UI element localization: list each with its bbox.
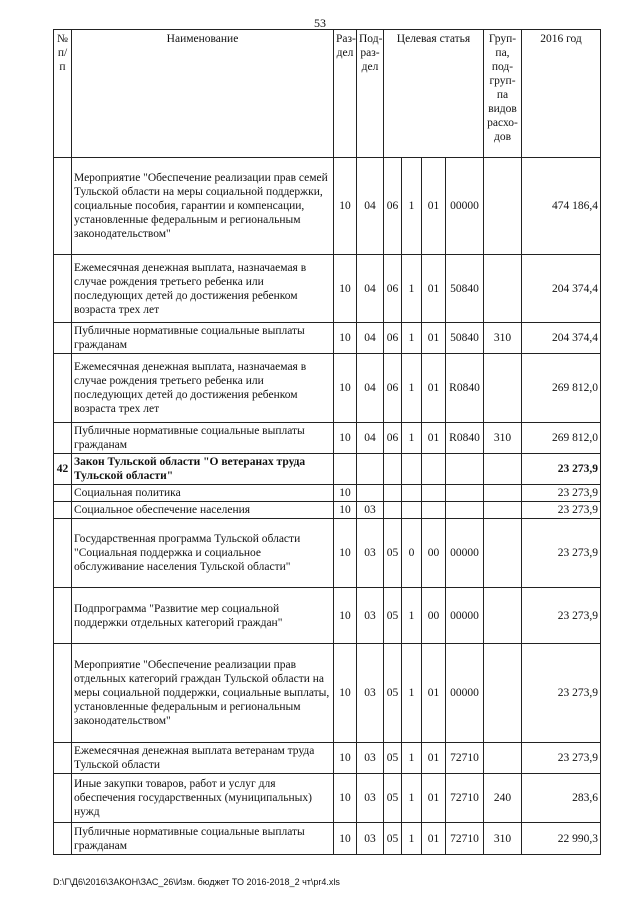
- row-group: 310: [484, 423, 522, 454]
- row-name: Публичные нормативные социальные выплаты гражданам: [72, 423, 334, 454]
- row-target-1: 05: [384, 743, 402, 774]
- row-number: [54, 323, 72, 354]
- row-podrazdel: [357, 485, 384, 502]
- row-target-4: [446, 454, 484, 485]
- row-group: [484, 519, 522, 588]
- row-target-1: [384, 485, 402, 502]
- row-number: [54, 743, 72, 774]
- row-target-2: 1: [402, 423, 422, 454]
- row-number: [54, 502, 72, 519]
- budget-table: [53, 29, 601, 855]
- row-target-3: 01: [422, 354, 446, 423]
- row-target-1: 06: [384, 354, 402, 423]
- row-amount: 283,6: [522, 774, 601, 823]
- table-row: [54, 644, 601, 743]
- row-podrazdel: 03: [357, 588, 384, 644]
- row-group: [484, 158, 522, 255]
- row-target-3: 01: [422, 423, 446, 454]
- row-target-4: [446, 485, 484, 502]
- row-number: [54, 158, 72, 255]
- row-razdel: 10: [334, 823, 357, 855]
- row-target-4: 72710: [446, 743, 484, 774]
- row-target-2: 1: [402, 743, 422, 774]
- row-razdel: 10: [334, 255, 357, 323]
- row-target-3: 01: [422, 644, 446, 743]
- row-razdel: 10: [334, 644, 357, 743]
- row-target-1: [384, 502, 402, 519]
- row-name: Ежемесячная денежная выплата, назначаемая в случае рождения третьего ребенка или последующих детей до достижения ребенком возраста трех лет: [72, 255, 334, 323]
- row-target-4: 00000: [446, 519, 484, 588]
- row-target-4: [446, 502, 484, 519]
- row-amount: 269 812,0: [522, 423, 601, 454]
- header-num: № п/п: [54, 30, 72, 158]
- table-row: [54, 323, 601, 354]
- row-group: 310: [484, 323, 522, 354]
- row-number: [54, 774, 72, 823]
- row-group: [484, 454, 522, 485]
- table-row: [54, 774, 601, 823]
- row-razdel: 10: [334, 774, 357, 823]
- table-row: [54, 423, 601, 454]
- row-target-1: 05: [384, 644, 402, 743]
- row-group: [484, 485, 522, 502]
- row-number: [54, 485, 72, 502]
- row-target-2: 1: [402, 323, 422, 354]
- row-target-2: 1: [402, 644, 422, 743]
- row-podrazdel: 03: [357, 743, 384, 774]
- row-target-4: 00000: [446, 158, 484, 255]
- row-number: [54, 255, 72, 323]
- row-podrazdel: 03: [357, 774, 384, 823]
- row-name: Государственная программа Тульской области "Социальная поддержка и социальное обслуживание населения Тульской области": [72, 519, 334, 588]
- row-podrazdel: 04: [357, 423, 384, 454]
- row-target-3: 01: [422, 743, 446, 774]
- row-name: Иные закупки товаров, работ и услуг для обеспечения государственных (муниципальных) нужд: [72, 774, 334, 823]
- row-podrazdel: 04: [357, 323, 384, 354]
- row-razdel: 10: [334, 502, 357, 519]
- row-group: [484, 743, 522, 774]
- row-name: Социальное обеспечение населения: [72, 502, 334, 519]
- row-razdel: 10: [334, 354, 357, 423]
- row-razdel: 10: [334, 743, 357, 774]
- row-target-3: [422, 485, 446, 502]
- row-target-4: 50840: [446, 323, 484, 354]
- row-target-2: 1: [402, 255, 422, 323]
- row-target-1: [384, 454, 402, 485]
- row-target-3: 01: [422, 158, 446, 255]
- row-target-1: 05: [384, 588, 402, 644]
- row-target-2: 0: [402, 519, 422, 588]
- table-row: [54, 519, 601, 588]
- row-group: [484, 354, 522, 423]
- row-group: [484, 644, 522, 743]
- table-row: [54, 255, 601, 323]
- row-target-2: [402, 454, 422, 485]
- table-body: [54, 158, 601, 855]
- row-name: Публичные нормативные социальные выплаты гражданам: [72, 323, 334, 354]
- row-amount: 22 990,3: [522, 823, 601, 855]
- row-number: [54, 588, 72, 644]
- row-target-2: 1: [402, 158, 422, 255]
- table-row: [54, 454, 601, 485]
- row-group: 240: [484, 774, 522, 823]
- row-amount: 23 273,9: [522, 644, 601, 743]
- row-target-4: 00000: [446, 588, 484, 644]
- row-target-3: 01: [422, 823, 446, 855]
- row-number: 42: [54, 454, 72, 485]
- row-amount: 474 186,4: [522, 158, 601, 255]
- row-podrazdel: [357, 454, 384, 485]
- row-group: 310: [484, 823, 522, 855]
- header-expense-group: Груп-па, под-груп-па видов расхо-дов: [484, 30, 522, 158]
- row-target-4: R0840: [446, 423, 484, 454]
- row-razdel: 10: [334, 588, 357, 644]
- table-row: [54, 743, 601, 774]
- row-name: Публичные нормативные социальные выплаты гражданам: [72, 823, 334, 855]
- row-amount: 204 374,4: [522, 323, 601, 354]
- row-number: [54, 823, 72, 855]
- row-amount: 204 374,4: [522, 255, 601, 323]
- row-target-2: [402, 485, 422, 502]
- row-target-4: 00000: [446, 644, 484, 743]
- row-razdel: 10: [334, 423, 357, 454]
- row-razdel: [334, 454, 357, 485]
- row-podrazdel: 04: [357, 255, 384, 323]
- row-podrazdel: 03: [357, 502, 384, 519]
- row-razdel: 10: [334, 485, 357, 502]
- header-razdel: Раз-дел: [334, 30, 357, 158]
- row-target-3: [422, 502, 446, 519]
- row-target-4: 50840: [446, 255, 484, 323]
- row-name: Подпрограмма "Развитие мер социальной поддержки отдельных категорий граждан": [72, 588, 334, 644]
- row-podrazdel: 03: [357, 644, 384, 743]
- row-target-3: 00: [422, 588, 446, 644]
- row-target-2: [402, 502, 422, 519]
- header-podrazdel: Под-раз-дел: [357, 30, 384, 158]
- row-target-3: [422, 454, 446, 485]
- row-target-1: 05: [384, 823, 402, 855]
- header-year: 2016 год: [522, 30, 601, 158]
- row-podrazdel: 03: [357, 519, 384, 588]
- row-number: [54, 354, 72, 423]
- row-target-3: 00: [422, 519, 446, 588]
- table-row: [54, 588, 601, 644]
- row-amount: 23 273,9: [522, 485, 601, 502]
- row-razdel: 10: [334, 323, 357, 354]
- row-target-3: 01: [422, 255, 446, 323]
- row-amount: 23 273,9: [522, 588, 601, 644]
- row-group: [484, 255, 522, 323]
- header-name: Наименование: [72, 30, 334, 158]
- row-target-1: 06: [384, 423, 402, 454]
- row-name: Мероприятие "Обеспечение реализации прав отдельных категорий граждан Тульской области на меры социальной поддержки, социальные выплаты, установленные федеральным и региональным законодательством": [72, 644, 334, 743]
- row-target-1: 06: [384, 255, 402, 323]
- row-name: Ежемесячная денежная выплата ветеранам труда Тульской области: [72, 743, 334, 774]
- row-razdel: 10: [334, 519, 357, 588]
- row-name: Ежемесячная денежная выплата, назначаемая в случае рождения третьего ребенка или последующих детей до достижения ребенком возраста трех лет: [72, 354, 334, 423]
- page-number: 53: [314, 16, 326, 30]
- row-target-2: 1: [402, 588, 422, 644]
- row-target-2: 1: [402, 354, 422, 423]
- table-row: [54, 485, 601, 502]
- row-target-4: 72710: [446, 774, 484, 823]
- table-row: [54, 158, 601, 255]
- row-name: Социальная политика: [72, 485, 334, 502]
- row-name: Закон Тульской области "О ветеранах труда Тульской области": [72, 454, 334, 485]
- row-target-1: 05: [384, 519, 402, 588]
- table-header-row: [54, 30, 601, 158]
- row-target-1: 05: [384, 774, 402, 823]
- row-target-2: 1: [402, 774, 422, 823]
- table-row: [54, 823, 601, 855]
- row-razdel: 10: [334, 158, 357, 255]
- row-number: [54, 644, 72, 743]
- row-target-3: 01: [422, 323, 446, 354]
- row-amount: 23 273,9: [522, 519, 601, 588]
- row-target-4: R0840: [446, 354, 484, 423]
- row-number: [54, 423, 72, 454]
- header-target-article: Целевая статья: [384, 30, 484, 158]
- row-group: [484, 588, 522, 644]
- table-row: [54, 502, 601, 519]
- row-podrazdel: 03: [357, 823, 384, 855]
- table-row: [54, 354, 601, 423]
- row-target-4: 72710: [446, 823, 484, 855]
- row-target-1: 06: [384, 323, 402, 354]
- footer-file-path: D:\Г\Д6\2016\ЗАКОН\ЗАС_26\Изм. бюджет ТО 2016-2018_2 чт\pr4.xls: [53, 877, 340, 887]
- row-amount: 23 273,9: [522, 502, 601, 519]
- row-amount: 269 812,0: [522, 354, 601, 423]
- row-podrazdel: 04: [357, 354, 384, 423]
- row-amount: 23 273,9: [522, 454, 601, 485]
- row-number: [54, 519, 72, 588]
- row-name: Мероприятие "Обеспечение реализации прав семей Тульской области на меры социальной поддержки, социальные пособия, гарантии и компенсации, установленные федеральным и региональным законодательством": [72, 158, 334, 255]
- row-target-1: 06: [384, 158, 402, 255]
- row-target-2: 1: [402, 823, 422, 855]
- row-target-3: 01: [422, 774, 446, 823]
- row-podrazdel: 04: [357, 158, 384, 255]
- row-amount: 23 273,9: [522, 743, 601, 774]
- row-group: [484, 502, 522, 519]
